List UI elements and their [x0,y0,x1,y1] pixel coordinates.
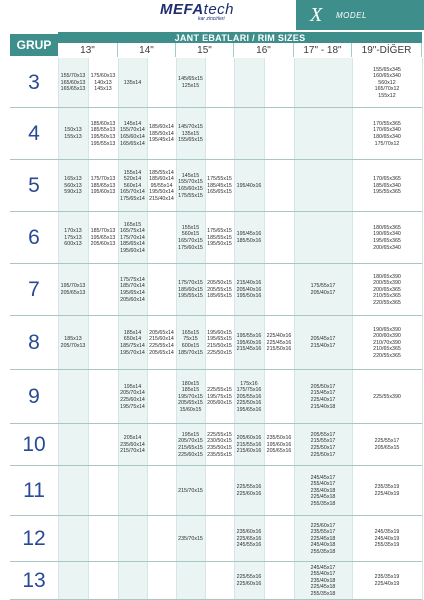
tire-size-cell: 185x14 650x14 185/75x14 195/70x14 [120,329,145,356]
tire-size-cell: 155/70x13 165/60x13 165/65x13 [60,73,86,93]
tire-size-cell: 145/65x15 125x15 [178,76,203,89]
tire-size-cell: 235/70x15 [178,535,203,542]
grup-number: 9 [28,385,40,408]
tire-size-cell: 175/55x17 205/40x17 [310,283,336,296]
tire-size-cell: 145x15 155/70x15 165/60x15 175/55x15 [178,172,203,199]
tire-size-cell: 190/65x390 200/60x390 210/70x390 210/65x365 220/55x365 [373,326,401,359]
tire-size-cell: 205/50x17 215/45x17 225/40x17 215/40x18 [310,383,336,410]
tire-size-cell: 225/55x15 230/50x15 235/50x15 235/55x15 [207,431,232,458]
size-header: 13" [58,43,118,57]
tire-size-cell: 180x15 185x15 195/70x15 205/65x15 15/60x15 [178,380,203,413]
size-header: 16" [234,43,294,57]
column-divider [422,58,423,600]
tire-size-cell: 175/65x15 185/55x15 195/50x15 [207,228,232,248]
tire-size-cell: 185x13 205/70x13 [60,336,86,349]
tire-size-cell: 135x14 [123,79,142,86]
tire-size-cell: 245/45x17 255/40x17 235/40x18 225/45x18 255/35x18 [310,564,336,597]
tire-size-cell: 145/70x15 135x15 155/65x15 [178,124,203,144]
tire-size-cell: 235/50x16 195/60x16 205/65x16 [266,435,292,455]
tire-size-cell: 185/60x14 185/50x14 195/45x14 [149,124,174,144]
tire-size-cell: 205/60x16 215/55x16 215/60x16 [236,435,262,455]
tire-size-cell: 170x13 175x13 600x13 [64,228,82,248]
tire-size-cell: 195/40x16 [236,182,262,189]
tire-size-cell: 185/55x14 185/60x14 95/55x14 195/50x14 215/40x14 [149,169,174,202]
tire-size-cell: 235/35x19 225/40x19 [374,574,400,587]
tire-size-cell: 155x14 520x14 560x14 165/70x14 175/65x14 [120,169,145,202]
tire-size-cell: 195x15 205/70x15 215/65x15 225/60x15 [178,431,203,458]
tire-size-cell: 205/55x17 215/55x17 225/50x17 225/50x17 [310,431,336,458]
tire-size-cell: 235/60x16 225/65x16 245/55x16 [236,529,262,549]
brand-name: MEFA [160,1,204,18]
grup-number: 10 [22,433,46,456]
brand-tagline: kar zincirleri [198,16,225,22]
tire-size-cell: 185/70x13 195/65x13 205/60x13 [90,228,116,248]
size-header: 14" [118,43,176,57]
tire-size-cell: 195/45x16 185/50x16 [236,231,262,244]
tire-size-cell: 225/55x15 195/75x15 205/60x15 [207,387,232,407]
tire-size-cell: 170/55x365 170/65x340 180/65x340 175/70x12 [373,120,401,147]
tire-size-cell: 165x15 165/75x14 175/70x14 185/65x14 195/60x14 [120,221,145,254]
tire-size-cell: 175/70x13 185/65x13 195/60x13 [90,176,116,196]
tire-size-cell: 235/35x19 225/40x19 [374,484,400,497]
tire-size-cell: 165x13 560x13 590x13 [64,176,82,196]
tire-size-cell: 225/55x16 225/60x16 [236,484,262,497]
tire-size-cell: 155/65x345 160/65x340 560x12 165/70x12 155x12 [373,66,401,99]
grup-number: 5 [28,174,40,197]
tire-size-cell: 215/70x15 [178,487,203,494]
tire-size-cell: 225/55x390 [373,393,401,400]
tire-size-cell: 150x13 155x13 [64,127,82,140]
tire-size-cell: 225/40x16 225/45x16 215/50x16 [266,333,292,353]
tire-size-cell: 175/75x14 185/70x14 195/65x14 205/60x14 [120,276,145,303]
tire-size-cell: 180/65x365 190/65x340 195/65x365 200/65x340 [373,224,401,251]
tire-size-cell: 165x15 75x15 600x15 185/70x15 [178,329,203,356]
tire-size-cell: 205/45x17 215/40x17 [310,336,336,349]
tire-size-cell: 195/60x15 195/65x15 215/50x15 225/50x15 [207,329,232,356]
tire-size-cell: 225/55x17 205/65x15 [374,438,400,451]
grup-number: 6 [28,226,40,249]
tire-size-cell: 245/35x19 245/40x19 255/35x19 [374,529,400,549]
tire-size-cell: 205x14 235/60x14 215/70x14 [120,435,145,455]
size-header: 15" [176,43,234,57]
tire-size-cell: 145x14 155/70x14 165/60x14 165/65x14 [120,120,145,147]
grup-number: 12 [22,527,46,550]
size-header: 17" - 18" [294,43,352,57]
tire-size-cell: 185/60x13 185/55x13 195/50x13 195/55x13 [90,120,116,147]
tire-size-cell: 170/65x365 185/65x340 195/55x365 [373,176,401,196]
tire-size-cell: 225/60x17 235/55x17 225/45x18 245/40x18 255/35x18 [310,522,336,555]
grup-number: 11 [23,479,45,502]
tire-size-cell: 195/70x13 205/65x13 [60,283,86,296]
tire-size-cell: 175x16 175/75x16 205/55x16 225/50x16 195/65x16 [236,380,262,413]
tire-size-cell: 175/60x13 140x13 145x13 [90,73,116,93]
tire-size-cell: 195x14 205/70x14 225/60x14 195/75x14 [120,383,145,410]
tire-size-cell: 215/40x16 205/40x16 195/50x16 [236,280,262,300]
tire-size-cell: 205/50x15 205/55x15 185/65x15 [207,280,232,300]
tire-size-cell: 245/45x17 255/40x17 235/40x18 225/45x18 255/35x18 [310,474,336,507]
grup-number: 13 [22,569,46,592]
tire-size-cell: 155x15 560x15 165/70x15 175/60x15 [178,224,203,251]
tire-size-cell: 225/55x16 225/60x16 [236,574,262,587]
model-label: MODEL [336,11,367,20]
grup-number: 4 [28,122,40,145]
tire-size-cell: 205/65x14 215/60x14 225/55x14 205/65x14 [149,329,174,356]
brand-name-suffix: tech [203,1,235,18]
tire-size-cell: 180/65x390 200/55x390 200/65x365 210/55x365 220/55x365 [373,273,401,306]
grup-number: 7 [28,278,40,301]
tire-size-cell: 175/55x15 185/45x15 165/65x15 [207,176,232,196]
rim-sizes-header: JANT EBATLARI / RIM SIZES [58,32,422,43]
grup-number: 8 [28,331,40,354]
grup-header: GRUP [10,34,58,56]
tire-size-cell: 195/55x16 195/60x16 215/45x16 [236,333,262,353]
size-header: 19"-DİĞER [352,43,422,57]
grup-number: 3 [28,71,40,94]
tire-size-cell: 175/70x15 185/60x15 195/55x15 [178,280,203,300]
model-letter: X [310,4,323,26]
